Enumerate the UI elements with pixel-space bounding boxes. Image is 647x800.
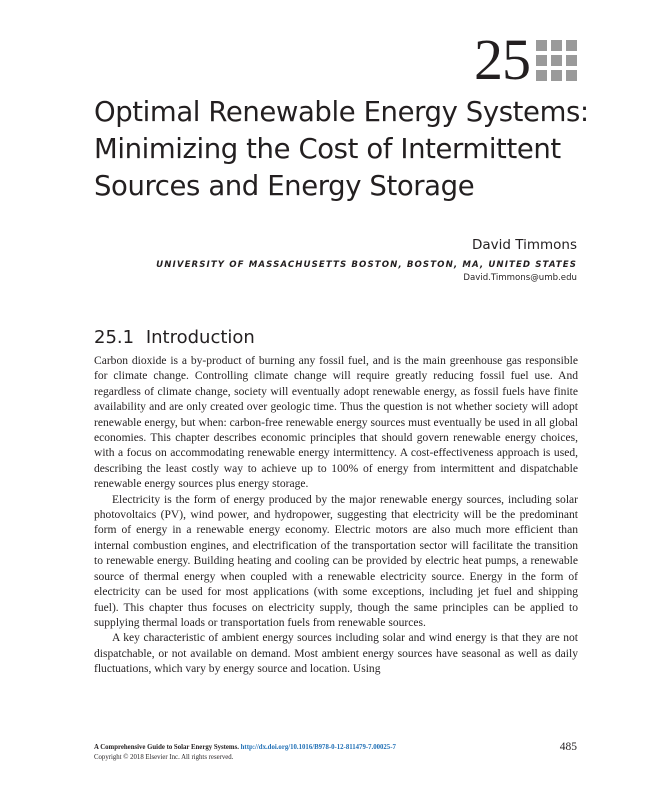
paragraph: Carbon dioxide is a by-product of burning any fossil fuel, and is the main greenhouse gas responsible for climate change. Controlling climate change will require greatly reducing fossil fuel use. And regardless of climate change, society will eventually adopt renewable energy, as fossil fuels have finite availability and are only created over geologic time. Thus the question is not whether society will adopt renewable energy, but when: carbon-free renewable energy sources must eventually be used in all global economies. This chapter describes economic principles that should govern renewable energy choices, with a focus on accommodating renewable energy intermittency. A cost-effectiveness approach is used, describing the least costly way to achieve up to 100% of energy from intermittent and dispatchable renewable energy sources plus energy storage.: [94, 355, 578, 491]
section-title: Introduction: [145, 327, 255, 348]
decoration-square: [536, 40, 547, 51]
chapter-number: 25: [474, 27, 530, 92]
author-affiliation: UNIVERSITY OF MASSACHUSETTS BOSTON, BOSTON, MA, UNITED STATES: [156, 260, 577, 270]
chapter-header: [474, 27, 577, 92]
decoration-square: [551, 40, 562, 51]
body-text: [94, 354, 578, 678]
decoration-square: [566, 70, 577, 81]
author-name: David Timmons: [471, 237, 577, 253]
section-heading: [94, 326, 255, 350]
decoration-square: [536, 70, 547, 81]
section-number: 25.1: [94, 327, 135, 348]
footer-copyright: Copyright © 2018 Elsevier Inc. All rights reserved.: [94, 754, 234, 761]
paragraph: Electricity is the form of energy produced by the major renewable energy sources, including solar photovoltaics (PV), wind power, and hydropower, suggesting that electricity will be the predominant form of energy in a renewable energy economy. Electric motors are also much more efficient than internal combustion engines, and electrification of the transportation sector will facilitate the transition to renewable energy. Building heating and cooling can be provided by electric heat pumps, a renewable source of thermal energy when coupled with a renewable electricity source. Energy in the form of electricity can be used for most applications (with some exceptions, including jet fuel and shipping fuel). This chapter thus focuses on electricity supply, though the same principles can be applied to supplying thermal loads or transportation fuels from renewable sources.: [94, 493, 578, 629]
page-number: 485: [559, 741, 577, 753]
author-block: [156, 236, 577, 284]
footer-doi-link[interactable]: http://dx.doi.org/10.1016/B978-0-12-811479-7.00025-7: [240, 744, 396, 751]
paragraph: A key characteristic of ambient energy sources including solar and wind energy is that they are not dispatchable, or not available on demand. Most ambient energy sources have seasonal as well as daily fluctuations, which vary by energy source and location. Using: [94, 632, 578, 676]
footer-citation: [94, 743, 396, 763]
decoration-square: [551, 55, 562, 66]
decoration-square: [566, 55, 577, 66]
decoration-square: [536, 55, 547, 66]
footer-book-title: A Comprehensive Guide to Solar Energy Systems.: [94, 744, 239, 751]
decoration-square: [566, 40, 577, 51]
chapter-title: Optimal Renewable Energy Systems: Minimizing the Cost of Intermittent Sources and Energy Storage: [94, 96, 589, 202]
author-email[interactable]: David.Timmons@umb.edu: [463, 273, 577, 283]
chapter-decoration: [536, 40, 577, 81]
decoration-square: [551, 70, 562, 81]
